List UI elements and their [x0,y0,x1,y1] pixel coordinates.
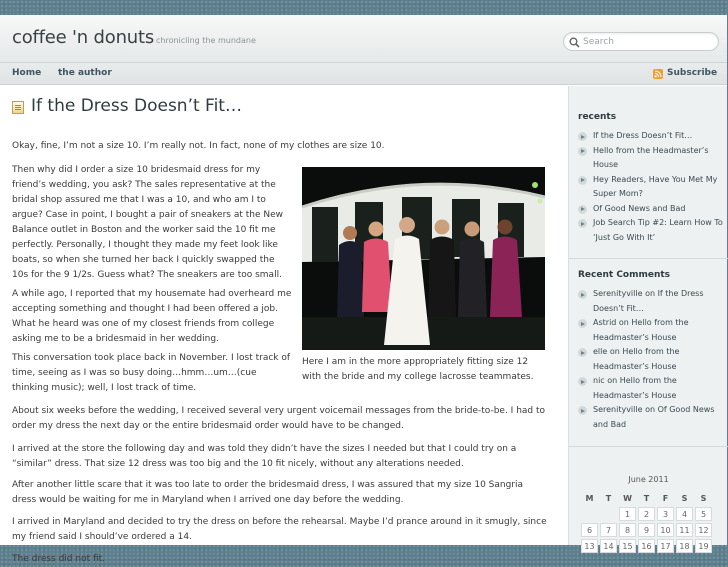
calendar-day[interactable]: 9 [638,523,655,537]
post-paragraph: A while ago, I reported that my housemate had overheard me accepting something and thought I had been offered a job. What he heard was one of my closest friends from college asking me to be a bridesmaid in her wedding. [12,289,292,344]
sidebar-divider [569,258,728,259]
post-content [0,86,560,564]
recent-comment-item[interactable] [578,287,724,316]
calendar-weekday: S [681,493,688,503]
arrow-bullet-icon [578,406,587,415]
recent-comment-link[interactable]: Serenityville on Of Good News and Bad [593,405,715,429]
page [0,15,727,564]
sidebar-divider [569,446,728,447]
calendar-day[interactable]: 4 [676,507,693,521]
calendar-day[interactable]: 6 [581,523,598,537]
arrow-bullet-icon [578,290,587,299]
post-paragraph: About six weeks before the wedding, I received several very urgent voicemail messages from the bride-to-be. I had to order my dress the next day or the entire bridesmaid order would have to be changed. [12,406,546,431]
calendar-day[interactable]: 5 [695,507,712,521]
recent-post-link[interactable]: If the Dress Doesn’t Fit… [593,131,693,140]
calendar-weekday: S [700,493,707,503]
recent-post-item[interactable] [578,129,724,144]
calendar-day[interactable]: 14 [600,539,617,553]
post-paragraph: Okay, fine, I’m not a size 10. I’m really not. In fact, none of my clothes are size 10. [12,141,385,151]
arrow-bullet-icon [578,176,587,185]
site-tagline: chronicling the mundane [156,36,256,45]
recent-post-item[interactable] [578,173,724,202]
calendar-weekday: M [585,493,594,503]
search-icon [569,37,580,48]
recent-comment-item[interactable] [578,316,724,345]
main-nav [0,63,727,85]
recent-post-link[interactable]: Job Search Tip #2: Learn How To ‘Just Go With It’ [593,218,723,242]
recent-comment-item[interactable] [578,403,724,432]
recent-comment-link[interactable]: Astrid on Hello from the Headmaster’s House [593,318,689,342]
nav-item-home[interactable]: Home [12,68,42,78]
recent-post-link[interactable]: Hello from the Headmaster’s House [593,145,709,169]
calendar-day[interactable]: 18 [676,539,693,553]
calendar-empty-cell [581,507,598,521]
recent-post-link[interactable]: Hey Readers, Have You Met My Super Mom? [593,174,718,198]
post-document-icon [12,101,24,114]
recent-comments-list [578,287,724,432]
calendar-day[interactable]: 17 [657,539,674,553]
arrow-bullet-icon [578,348,587,357]
recent-post-item[interactable] [578,202,724,217]
sidebar [568,86,727,551]
subscribe-label: Subscribe [667,68,718,78]
calendar-day[interactable]: 13 [581,539,598,553]
arrow-bullet-icon [578,219,587,228]
recent-post-item[interactable] [578,144,724,173]
post-paragraph: I arrived at the store the following day and was told they didn’t have the sizes I needed but that I could try on a “similar” dress. That size 12 dress was too big and the 10 fit nicely, without any alterations needed. [12,444,517,469]
post-paragraph: I arrived in Maryland and decided to try the dress on before the rehearsal. Maybe I’d prance around in it smugly, since my friend said I should’ve ordered a 14. [12,517,547,542]
wedding-party-photo-image [302,167,545,350]
calendar-day[interactable]: 2 [638,507,655,521]
arrow-bullet-icon [578,205,587,214]
arrow-bullet-icon [578,319,587,328]
calendar-day[interactable]: 16 [638,539,655,553]
site-title[interactable]: coffee 'n donuts [12,27,155,48]
arrow-bullet-icon [578,132,587,141]
recents-heading: recents [578,112,617,122]
calendar-weekday: W [623,493,632,503]
wedding-party-photo [302,167,545,350]
calendar [579,489,714,555]
arrow-bullet-icon [578,147,587,156]
calendar-day[interactable]: 11 [676,523,693,537]
recent-comment-item[interactable] [578,345,724,374]
calendar-weekday: T [643,493,650,503]
calendar-caption: June 2011 [628,475,669,484]
recent-comment-link[interactable]: elle on Hello from the Headmaster’s House [593,347,680,371]
recent-post-link[interactable]: Of Good News and Bad [593,203,686,213]
calendar-day[interactable]: 7 [600,523,617,537]
search-box[interactable] [563,32,719,51]
rss-icon [653,69,663,79]
calendar-weekday: T [605,493,612,503]
nav-item-the-author[interactable]: the author [58,68,112,78]
post-paragraph: Then why did I order a size 10 bridesmaid dress for my friend’s wedding, you ask? The sales representative at the bridal shop assured me that I was a 10, and who am I to argue? Case in point, I bought a pair of sneakers at the New Balance outlet in Boston and the worker said the 10 fit me perfectly. Personally, I thought they made my feet look like boats, so when she turned her back I quickly swapped the 10s for the 9 1/2s. Guess what? The sneakers are too small. [12,165,284,280]
search-input[interactable] [583,34,713,49]
post-paragraph: After another little scare that it was too late to order the bridesmaid dress, I was assured that my size 10 Sangria dress would be waiting for me in Maryland when I arrived one day before the wedding. [12,480,524,505]
calendar-empty-cell [600,507,617,521]
post-paragraph: The dress did not fit. [12,554,106,564]
calendar-day[interactable]: 1 [619,507,636,521]
recent-comment-link[interactable]: Serenityville on If the Dress Doesn’t Fit… [593,289,704,313]
recent-comments-heading: Recent Comments [578,270,671,280]
calendar-day[interactable]: 10 [657,523,674,537]
calendar-day[interactable]: 3 [657,507,674,521]
recent-comment-item[interactable] [578,374,724,403]
recents-list [578,129,724,245]
arrow-bullet-icon [578,377,587,386]
post-title[interactable]: If the Dress Doesn’t Fit… [31,96,242,116]
calendar-weekday: F [662,493,669,503]
calendar-day[interactable]: 19 [695,539,712,553]
calendar-day[interactable]: 15 [619,539,636,553]
calendar-day[interactable]: 12 [695,523,712,537]
photo-caption: Here I am in the more appropriately fitting size 12 with the bride and my college lacrosse teammates. [302,357,534,382]
recent-comment-link[interactable]: nic on Hello from the Headmaster’s House [593,376,677,400]
site-header [0,15,727,63]
recent-post-item[interactable] [578,216,724,245]
post-paragraph: This conversation took place back in November. I lost track of time, seeing as I was so busy doing…hmm…um…(cue thinking music); well, I lost track of time. [12,353,291,393]
calendar-day[interactable]: 8 [619,523,636,537]
